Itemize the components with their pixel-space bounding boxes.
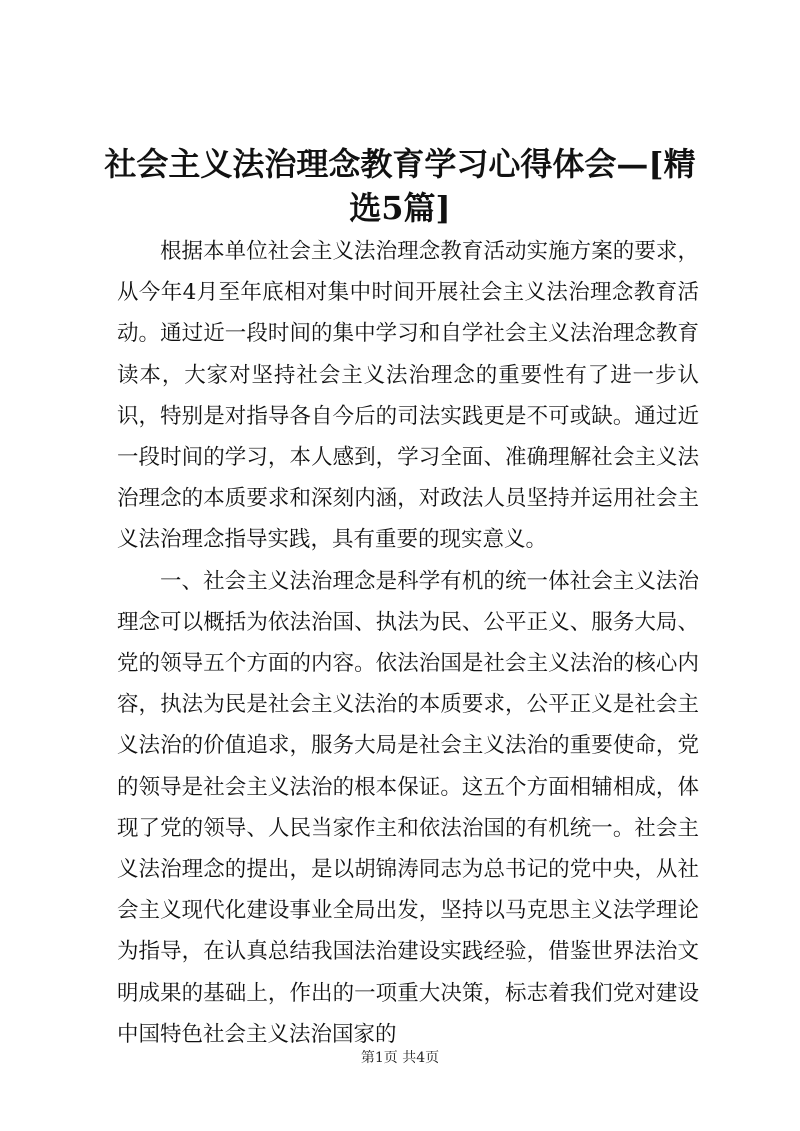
document-body — [117, 231, 699, 1055]
document-title: 社会主义法治理念教育学习心得体会—[精选5篇] — [104, 145, 696, 227]
paragraph-1: 根据本单位社会主义法治理念教育活动实施方案的要求，从今年4月至年底相对集中时间开展社会主义法治理念教育活动。通过近一段时间的集中学习和自学社会主义法治理念教育读本，大家对坚持社会主义法治理念的重要性有了进一步认识，特别是对指导各自今后的司法实践更是不可或缺。通过近一段时间的学习，本人感到，学习全面、准确理解社会主义法治理念的本质要求和深刻内涵，对政法人员坚持并运用社会主义法治理念指导实践，具有重要的现实意义。 — [117, 239, 699, 553]
paragraph-2: 一、社会主义法治理念是科学有机的统一体社会主义法治理念可以概括为依法治国、执法为民、公平正义、服务大局、党的领导五个方面的内容。依法治国是社会主义法治的核心内容，执法为民是社会主义法治的本质要求，公平正义是社会主义法治的价值追求，服务大局是社会主义法治的重要使命，党的领导是社会主义法治的根本保证。这五个方面相辅相成，体现了党的领导、人民当家作主和依法治国的有机统一。社会主义法治理念的提出，是以胡锦涛同志为总书记的党中央，从社会主义现代化建设事业全局出发，坚持以马克思主义法学理论为指导，在认真总结我国法治建设实践经验，借鉴世界法治文明成果的基础上，作出的一项重大决策，标志着我们党对建设中国特色社会主义法治国家的 — [117, 568, 699, 1047]
page-number-footer: 第1页 共4页 — [360, 1050, 440, 1066]
